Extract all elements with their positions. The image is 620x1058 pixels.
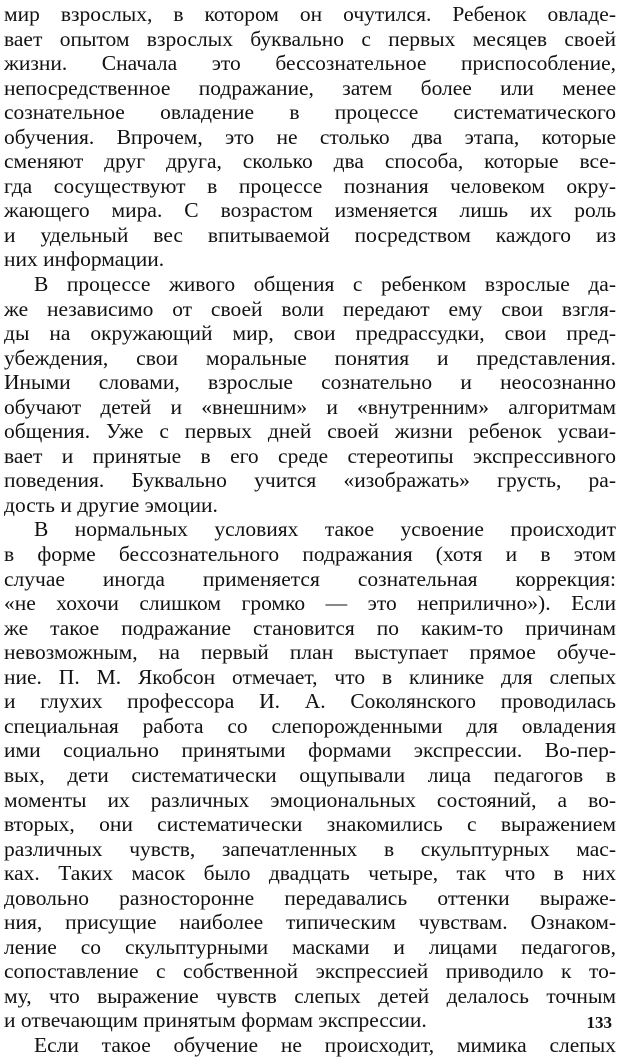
- text-line: моменты их различных эмоциональных состояний, а во-: [4, 787, 616, 812]
- text-line: дость и другие эмоции.: [4, 492, 218, 517]
- text-line: них информации.: [4, 247, 165, 272]
- text-line: в форме бессознательного подражания (хотя и в этом: [4, 542, 616, 567]
- text-line: Если такое обучение не происходит, мимика слепых: [34, 1032, 616, 1057]
- text-line: специальная работа со слепорожденными для овладения: [4, 713, 616, 738]
- text-line: сменяют друг друга, сколько два способа, которые все-: [4, 149, 616, 174]
- text-line: «не хохочи слишком громко — это неприлично»). Если: [4, 591, 616, 616]
- paragraph: [4, 272, 616, 517]
- text-line: вает и принятые в его среде стереотипы экспрессивного: [4, 443, 616, 468]
- text-line: ими социально принятыми формами экспрессии. Во-пер-: [4, 738, 616, 763]
- text-line: различных чувств, запечатленных в скульптурных мас-: [4, 836, 616, 861]
- text-line: В нормальных условиях такое усвоение происходит: [34, 517, 616, 542]
- text-line: вает опытом взрослых буквально с первых месяцев своей: [4, 26, 616, 51]
- text-line: общения. Уже с первых дней своей жизни ребенок усваи-: [4, 419, 616, 444]
- body-text: [4, 2, 616, 1058]
- text-line: сознательное овладение в процессе систематического: [4, 100, 616, 125]
- text-line: и отвечающим принятым формам экспрессии.: [4, 1008, 427, 1033]
- text-line: сопоставление с собственной экспрессией приводило к то-: [4, 959, 616, 984]
- page-number: 133: [586, 1013, 612, 1032]
- text-line: жающего мира. С возрастом изменяется лишь их роль: [4, 198, 616, 223]
- text-line: жизни. Сначала это бессознательное приспособление,: [4, 51, 616, 76]
- text-line: Иными словами, взрослые сознательно и неосознанно: [4, 370, 616, 395]
- text-line: ды на окружающий мир, свои предрассудки, свои пред-: [4, 321, 616, 346]
- text-line: му, что выражение чувств слепых детей делалось точным: [4, 983, 616, 1008]
- text-line: и удельный вес впитываемой посредством каждого из: [4, 222, 616, 247]
- text-line: гда сосуществуют в процессе познания человеком окру-: [4, 173, 616, 198]
- text-line: В процессе живого общения с ребенком взрослые да-: [34, 272, 616, 297]
- paragraph: [4, 2, 616, 272]
- text-line: невозможным, на первый план выступает прямое обуче-: [4, 640, 616, 665]
- text-line: случае иногда применяется сознательная коррекция:: [4, 566, 616, 591]
- text-line: ление со скульптурными масками и лицами педагогов,: [4, 934, 616, 959]
- text-line: убеждения, свои моральные понятия и представления.: [4, 345, 616, 370]
- paragraph: [4, 1033, 616, 1058]
- text-line: обучения. Впрочем, это не столько два этапа, которые: [4, 124, 616, 149]
- text-line: обучают детей и «внешним» и «внутренним» алгоритмам: [4, 394, 616, 419]
- text-line: ния, присущие наиболее типическим чувствам. Ознаком-: [4, 910, 616, 935]
- text-line: вторых, они систематически знакомились с выражением: [4, 812, 616, 837]
- text-line: же независимо от своей воли передают ему свои взгля-: [4, 296, 616, 321]
- paragraph: [4, 517, 616, 1032]
- text-line: же такое подражание становится по каким-то причинам: [4, 615, 616, 640]
- text-line: поведения. Буквально учится «изображать» грусть, ра-: [4, 468, 616, 493]
- text-line: и глухих профессора И. А. Соколянского проводилась: [4, 689, 616, 714]
- text-line: мир взрослых, в котором он очутился. Ребенок овладе-: [4, 2, 616, 26]
- text-line: непосредственное подражание, затем более или менее: [4, 75, 616, 100]
- text-line: ние. П. М. Якобсон отмечает, что в клинике для слепых: [4, 664, 616, 689]
- text-line: ках. Таких масок было двадцать четыре, так что в них: [4, 861, 616, 886]
- text-line: довольно разносторонне передавались оттенки выраже-: [4, 885, 616, 910]
- text-line: вых, дети систематически ощупывали лица педагогов в: [4, 762, 616, 787]
